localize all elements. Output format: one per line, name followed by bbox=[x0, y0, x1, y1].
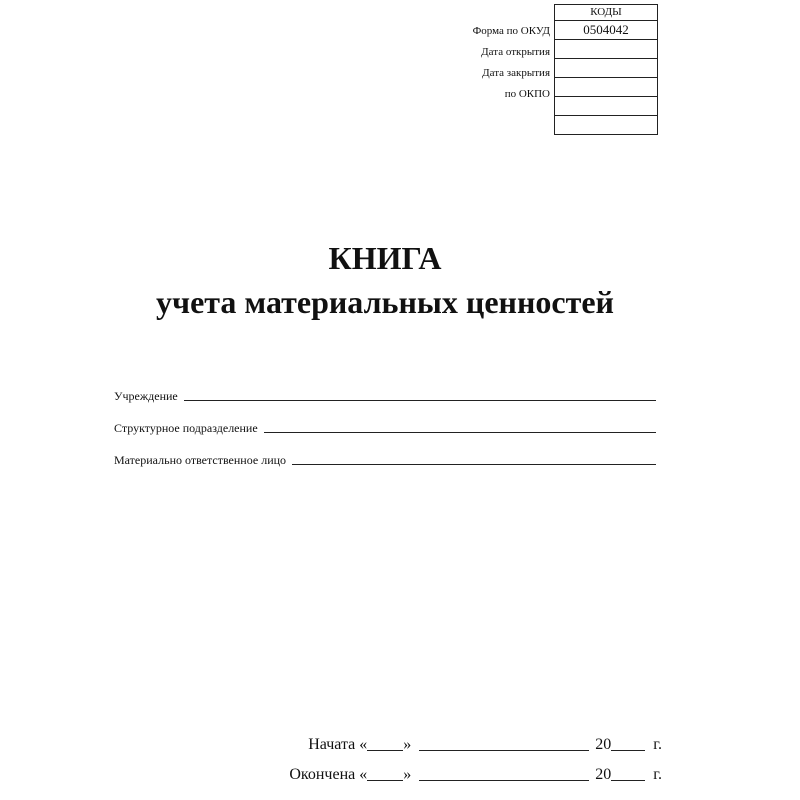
responsible-row bbox=[114, 436, 656, 468]
started-quote-close: » bbox=[403, 736, 412, 753]
extra-code-cell-2[interactable] bbox=[555, 116, 658, 135]
started-century: 20 bbox=[595, 736, 612, 753]
started-month-field[interactable] bbox=[419, 736, 589, 751]
institution-row bbox=[114, 372, 656, 404]
title-line-book: КНИГА bbox=[328, 240, 442, 276]
finished-century: 20 bbox=[595, 766, 612, 783]
extra-code-cell-1[interactable] bbox=[555, 97, 658, 116]
okpo-label: по ОКПО bbox=[504, 88, 550, 100]
started-day-field[interactable] bbox=[367, 736, 403, 751]
okud-value-cell[interactable]: 0504042 bbox=[555, 21, 658, 40]
open-date-cell[interactable] bbox=[555, 40, 658, 59]
division-label: Структурное подразделение bbox=[114, 421, 258, 435]
okud-label: Форма по ОКУД bbox=[472, 25, 550, 37]
codes-header: КОДЫ bbox=[555, 5, 658, 21]
finished-label: Окончена « bbox=[289, 766, 368, 783]
close-date-label: Дата закрытия bbox=[482, 67, 550, 79]
responsible-field[interactable] bbox=[292, 464, 656, 465]
institution-field[interactable] bbox=[184, 400, 656, 401]
started-label: Начата « bbox=[308, 736, 368, 753]
dates-block bbox=[250, 724, 662, 784]
finished-quote-close: » bbox=[403, 766, 412, 783]
codes-table bbox=[554, 4, 658, 135]
responsible-label: Материально ответственное лицо bbox=[114, 453, 287, 467]
open-date-label: Дата открытия bbox=[481, 46, 550, 58]
fill-in-fields bbox=[114, 372, 656, 468]
finished-year-field[interactable] bbox=[611, 766, 645, 781]
codes-labels bbox=[400, 21, 550, 105]
division-field[interactable] bbox=[264, 432, 656, 433]
started-year-field[interactable] bbox=[611, 736, 645, 751]
started-row bbox=[250, 724, 662, 754]
finished-day-field[interactable] bbox=[367, 766, 403, 781]
finished-row bbox=[250, 754, 662, 784]
finished-year-suffix: г. bbox=[653, 766, 662, 783]
finished-month-field[interactable] bbox=[419, 766, 589, 781]
title-line-subject: учета материальных ценностей bbox=[156, 284, 614, 320]
division-row bbox=[114, 404, 656, 436]
started-year-suffix: г. bbox=[653, 736, 662, 753]
document-title bbox=[0, 236, 770, 324]
close-date-cell[interactable] bbox=[555, 59, 658, 78]
okpo-cell[interactable] bbox=[555, 78, 658, 97]
institution-label: Учреждение bbox=[114, 389, 178, 403]
